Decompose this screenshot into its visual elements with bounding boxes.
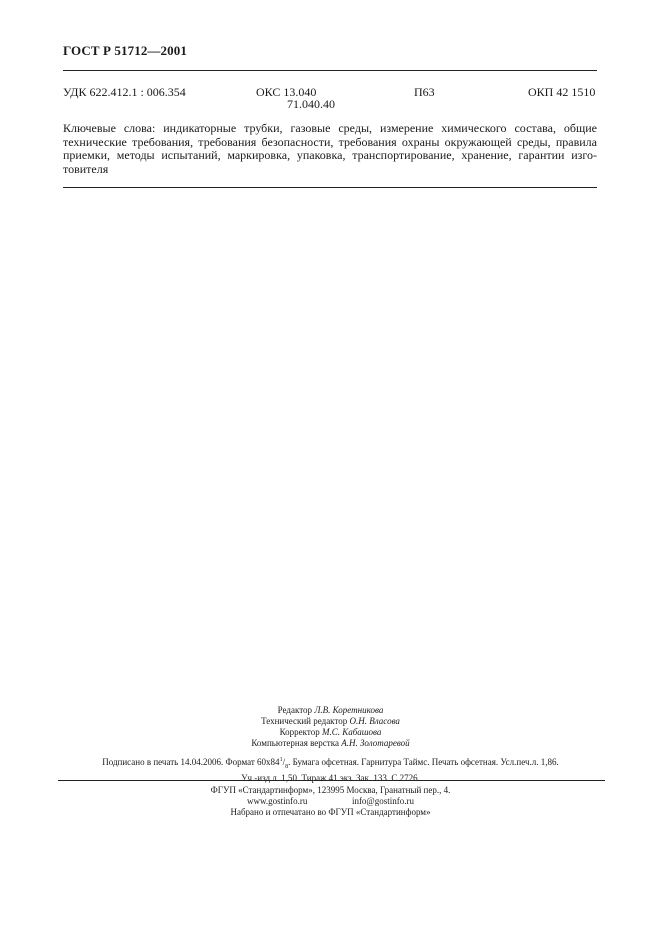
imprint-text: . Бумага офсетная. Гарнитура Таймс. Печать офсетная. Усл.печ.л. 1,86. [288, 757, 559, 767]
publisher-contacts [0, 796, 661, 807]
oks-code-secondary: 71.040.40 [287, 97, 335, 111]
document-code: ГОСТ Р 51712—2001 [63, 43, 187, 58]
publisher-block [0, 785, 661, 818]
header-rule [63, 70, 597, 71]
imprint-sub: 8 [285, 763, 289, 770]
group-code: П63 [414, 85, 435, 99]
credit-proofreader [0, 727, 661, 738]
publisher-email: info@gostinfo.ru [351, 796, 414, 806]
keywords-line: приемки, методы испытаний, маркировка, упаковка, транспортирование, хранение, гарантии изго- [63, 148, 597, 162]
imprint-text: Подписано в печать 14.04.2006. Формат 60х84 [102, 757, 280, 767]
keywords-line: Ключевые слова: индикаторные трубки, газовые среды, измерение химического состава, общие [63, 121, 597, 135]
keywords-rule [63, 187, 597, 188]
imprint-rule [58, 780, 605, 781]
credit-tech-editor [0, 716, 661, 727]
credit-editor [0, 705, 661, 716]
udk-code: УДК 622.412.1 : 006.354 [63, 85, 186, 99]
okp-code: ОКП 42 1510 [528, 85, 596, 99]
publisher-address: ФГУП «Стандартинформ», 123995 Москва, Гранатный пер., 4. [210, 785, 451, 795]
credit-name: Л.В. Коретникова [314, 705, 384, 715]
credit-name: О.Н. Власова [349, 716, 400, 726]
keywords-line: технические требования, требования безопасности, требования охраны окружающей среды, правила [63, 134, 597, 149]
oks-code: ОКС 13.040 [256, 85, 317, 99]
imprint-line: Подписано в печать 14.04.2006. Формат $60х84^1/_8$. Бумага офсетная. Гарнитура Таймс. Печать офсетная. Усл.печ.л. 1,86. [102, 757, 559, 770]
publisher-printer: Набрано и отпечатано во ФГУП «Стандартинформ» [230, 807, 431, 817]
credits-block [0, 705, 661, 749]
imprint-sup: 1 [279, 757, 283, 763]
credit-layout [0, 738, 661, 749]
credit-role: Технический редактор [261, 716, 348, 726]
keywords-paragraph [63, 122, 597, 176]
credit-role: Редактор [277, 705, 313, 715]
credit-name: А.Н. Золотаревой [341, 738, 410, 748]
keywords-line: товителя [63, 161, 109, 176]
imprint-line: Уч.-изд.л. 1,50. Тираж 41 экз. Зак. 133. С 2726. [241, 773, 420, 784]
credit-name: М.С. Кабашова [321, 727, 382, 737]
credit-role: Компьютерная верстка [251, 738, 339, 748]
credit-role: Корректор [279, 727, 320, 737]
publisher-web: www.gostinfo.ru [247, 796, 308, 806]
